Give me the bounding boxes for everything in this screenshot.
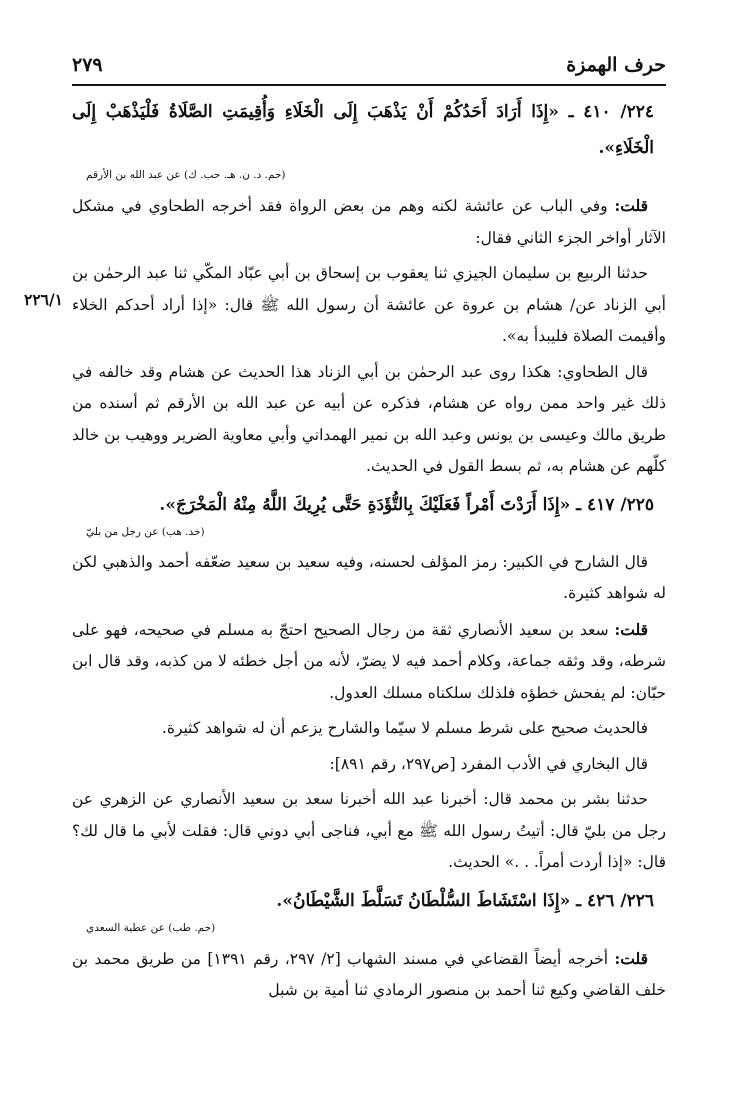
paragraph-text: وفي الباب عن عائشة لكنه وهم من بعض الرواة فقد أخرجه الطحاوي في مشكل الآثار أواخر الجزء الثاني فقال: — [72, 197, 666, 247]
source-text: (حم. د. ن. هـ. حب. ك) عن عبد الله بن الأرقم — [86, 169, 286, 181]
paragraph-text: أخرجه أيضاً القضاعي في مسند الشهاب [٢/ ٢٩٧، رقم ١٣٩١] من طريق محمد بن خلف القاضي وكيع ثنا أحمد بن منصور الرمادي ثنا أمية بن شبل — [72, 949, 666, 999]
paragraph-3: قال الطحاوي: هكذا روى عبد الرحمٰن بن أبي الزناد هذا الحديث عن هشام وقد خالفه في ذلك غير واحد ممن رواه عن هشام، فذكره عن أبيه عن عبد الله بن الأرقم ثم أسنده من طريق مالك وعيسى بن يونس وعبد الله بن نمير الهمداني وأبي معاوية الضرير ووهيب بن خالد كلّهم عن هشام به، ثم بسط القول في الحديث. — [72, 362, 666, 475]
hadith-226: ٢٢٦/ ٤٢٦ ـ «إِذَا اسْتَشَاطَ السُّلْطَانُ تَسَلَّطَ الشَّيْطَانُ». — [276, 890, 654, 911]
paragraph-1 — [72, 190, 666, 254]
paragraph-4: قال الشارح في الكبير: رمز المؤلف لحسنه، وفيه سعيد بن سعيد ضعّفه أحمد والذهبي لكن له شواهد كثيرة. — [72, 552, 666, 602]
page-header — [72, 50, 666, 86]
hadith-224-source — [72, 166, 666, 184]
hadith-225: ٢٢٥/ ٤١٧ ـ «إِذَا أَرَدْتَ أَمْراً فَعَلَيْكَ بِالتُّؤَدَةِ حَتَّى يُرِيكَ اللَّهُ مِنْهُ الْمَخْرَجَ». — [159, 494, 654, 515]
paragraph-2-wrap — [24, 258, 666, 353]
source-text: (حم. طب) عن عطية السعدي — [86, 921, 216, 934]
hadith-225-source — [72, 523, 666, 541]
paragraph-2: حدثنا الربيع بن سليمان الجيزي ثنا يعقوب بن إسحاق بن أبي عبّاد المكّي ثنا عبد الرحمٰن بن أبي الزناد عن/ هشام بن عروة عن عائشة أن رسول الله ﷺ قال: «إذا أراد أحدكم الخلاء وأقيمت الصلاة فليبدأ به». — [72, 264, 666, 345]
paragraph-lead: قلت: — [614, 948, 648, 968]
paragraph-text: سعد بن سعيد الأنصاري ثقة من رجال الصحيح احتجّ به مسلم في صحيحه، فهو على شرطه، وقد وثقه جماعة، وكلام أحمد فيه لا يضرّ، لأنه من أجل خطئه لا من كذبه، وقد قال ابن حبّان: لم يفحش خطؤه فلذلك سلكناه مسلك العدول. — [72, 620, 666, 702]
paragraph-lead: قلت: — [614, 196, 648, 215]
paragraph-8: حدثنا بشر بن محمد قال: أخبرنا عبد الله أخبرنا سعد بن سعيد الأنصاري عن الزهري عن رجل من بليّ قال: أتيتُ رسول الله ﷺ مع أبي، فناجى أبي دوني قال: فقلت لأبي ما قال لك؟ قال: «إذا أردت أمراً. . .» الحديث. — [72, 790, 666, 871]
paragraph-lead: قلت: — [614, 619, 648, 639]
paragraph-7: قال البخاري في الأدب المفرد [ص٢٩٧، رقم ٨٩١]: — [329, 754, 648, 773]
hadith-224: ٢٢٤/ ٤١٠ ـ «إِذَا أَرَادَ أَحَدُكُمْ أَنْ يَذْهَبَ إِلَى الْخَلَاءِ وَأُقِيمَتِ الصَّلَاةُ فَلْيَذْهَبْ إِلَى الْخَلَاءِ». — [72, 102, 654, 158]
paragraph-5 — [72, 614, 666, 710]
page-body — [24, 94, 666, 1011]
paragraph-6: فالحديث صحيح على شرط مسلم لا سيّما والشارح يزعم أن له شواهد كثيرة. — [161, 719, 648, 737]
hadith-226-source — [72, 919, 666, 937]
page-number: ٢٧٩ — [72, 54, 103, 76]
chapter-title: حرف الهمزة — [566, 54, 666, 76]
source-text: (خد. هب) عن رجل من بليّ — [86, 525, 205, 538]
margin-volume-note: ٢٢٦/١ — [24, 290, 63, 309]
paragraph-9 — [72, 943, 666, 1007]
